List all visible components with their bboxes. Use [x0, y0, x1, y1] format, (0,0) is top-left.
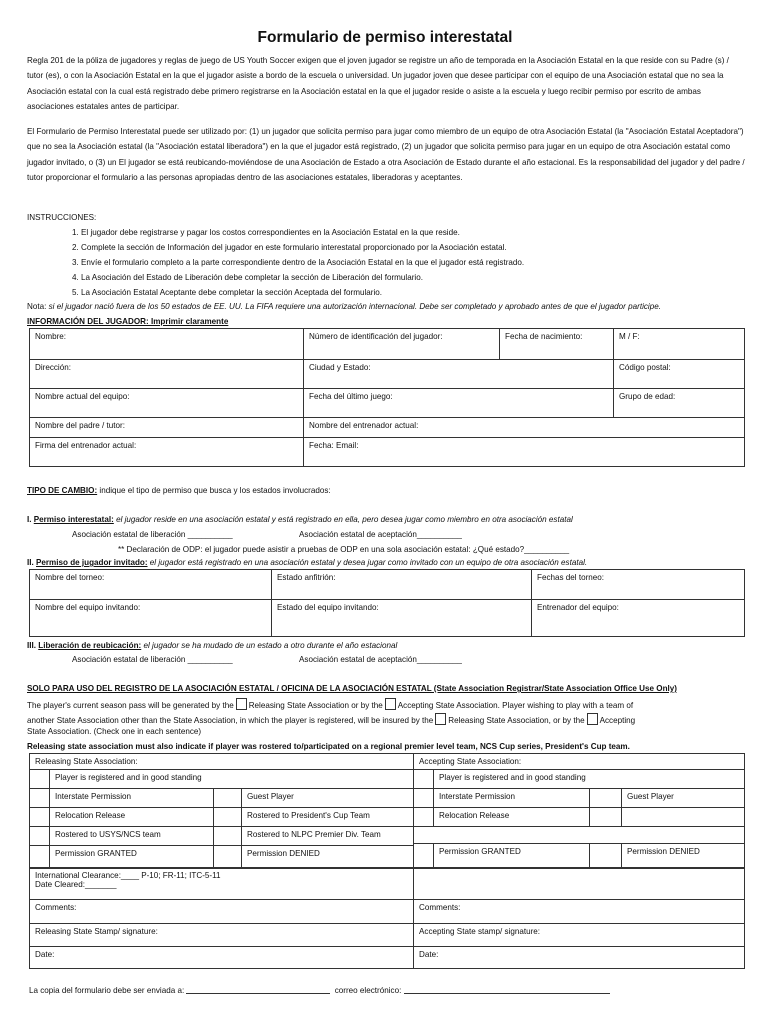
player-id-field[interactable]: Número de identificación del jugador: [304, 329, 500, 360]
player-info-table [29, 328, 745, 467]
releasing-presidents-cup-label: Rostered to President's Cup Team [242, 808, 414, 827]
releasing-relocation-checkbox[interactable] [30, 808, 50, 827]
s1-releasing-association-field[interactable]: Asociación estatal de liberación __________ [72, 530, 233, 539]
city-state-field[interactable]: Ciudad y Estado: [304, 360, 614, 389]
releasing-nlpc-checkbox[interactable] [214, 827, 242, 846]
change-type-heading [27, 486, 331, 495]
section-3-title: Liberación de reubicación: [38, 641, 142, 650]
office-use-heading: SOLO PARA USO DEL REGISTRO DE LA ASOCIACIÓN ESTATAL / OFICINA DE LA ASOCIACIÓN ESTATAL (State Association Registrar/State Association Office Use Only) [27, 684, 677, 693]
note-label: Nota: [27, 302, 47, 311]
releasing-checkbox-2[interactable] [435, 713, 446, 725]
international-clearance-field[interactable] [30, 868, 414, 900]
accepting-decision-row [414, 844, 745, 869]
footer-line [29, 985, 610, 995]
note-text: si el jugador nació fuera de los 50 estados de EE. UU. La FIFA requiere una autorización internacional. Debe ser completado y aprobado antes de que el jugador participe. [48, 302, 661, 311]
player-info-row [30, 360, 745, 389]
releasing-nlpc-label: Rostered to NLPC Premier Div. Team [242, 827, 414, 846]
season-pass-sentence [27, 698, 633, 710]
accepting-date-field[interactable]: Date: [414, 947, 745, 969]
last-game-date-field[interactable]: Fecha del último juego: [304, 389, 614, 418]
instruction-item-1: 1. El jugador debe registrarse y pagar los costos correspondientes en la Asociación Estatal en la que reside. [72, 228, 460, 237]
intro-paragraph-2: El Formulario de Permiso Interestatal puede ser utilizado por: (1) un jugador que solicita permiso para jugar como miembro de un equipo de otra Asociación Estatal (la "Asociación Estatal Aceptadora") que no sea la Asociación estatal (la "Asociación estatal liberadora") en la que el jugador está registrado, (2) un jugador que solicita permiso para jugar en un equipo de otra Asociación estatal como jugador invitado, o (3) un El jugador se está reubicando-moviéndose de una Asociación de Estado a otra Asociación de Estado durante el año estacional. Es la responsabilidad del jugador y del padre / tutor proporcionar el formulario a las personas apropiadas dentro de las asociaciones estatales, liberadoras y aceptantes. [27, 127, 745, 182]
postal-code-field[interactable]: Código postal: [614, 360, 745, 389]
accepting-guest-label: Guest Player [622, 789, 745, 808]
age-group-field[interactable]: Grupo de edad: [614, 389, 745, 418]
date-row [30, 947, 745, 969]
accepting-good-standing-label: Player is registered and in good standing [434, 770, 745, 789]
instruction-item-4: 4. La Asociación del Estado de Liberación debe completar la sección de Liberación del formulario. [72, 273, 423, 282]
guest-player-table [29, 569, 745, 637]
player-info-row [30, 389, 745, 418]
releasing-interstate-label: Interstate Permission [50, 789, 214, 808]
international-note [27, 302, 661, 311]
office-row [30, 754, 745, 770]
clearance-row [30, 868, 745, 900]
office-row [30, 770, 745, 789]
section-2-title: Permiso de jugador invitado: [36, 558, 148, 567]
stamp-row [30, 924, 745, 947]
guest-player-row [30, 600, 745, 637]
office-row [30, 808, 745, 827]
accepting-state-header: Accepting State Association: [414, 754, 745, 770]
releasing-granted-checkbox[interactable] [30, 846, 50, 869]
releasing-checkbox-1[interactable] [236, 698, 247, 710]
s1-accepting-association-field[interactable]: Asociación estatal de aceptación__________ [299, 530, 462, 539]
releasing-denied-label: Permission DENIED [242, 846, 414, 869]
releasing-guest-checkbox[interactable] [214, 789, 242, 808]
page-title: Formulario de permiso interestatal [257, 29, 513, 46]
releasing-good-standing-label: Player is registered and in good standing [50, 770, 414, 789]
releasing-comments-field[interactable]: Comments: [30, 900, 414, 924]
releasing-relocation-label: Relocation Release [50, 808, 214, 827]
releasing-usys-checkbox[interactable] [30, 827, 50, 846]
s3-releasing-association-field[interactable]: Asociación estatal de liberación __________ [72, 655, 233, 664]
odp-statement[interactable]: ** Declaración de ODP: el jugador puede asistir a pruebas de ODP en una sola asociación estatal: ¿Qué estado?__________ [118, 545, 570, 554]
instruction-item-2: 2. Complete la sección de Información del jugador en este formulario interestatal proporcionado por la Asociación estatal. [72, 243, 507, 252]
accepting-good-standing-checkbox[interactable] [414, 770, 434, 789]
gender-field[interactable]: M / F: [614, 329, 745, 360]
email-field[interactable] [404, 985, 610, 994]
check-one-note: State Association. (Check one in each sentence) [27, 727, 202, 736]
email-label: correo electrónico: [334, 986, 402, 995]
releasing-state-header: Releasing State Association: [30, 754, 414, 770]
accepting-interstate-checkbox[interactable] [414, 789, 434, 808]
section-1-number: I. [27, 515, 34, 524]
accepting-clearance-blank[interactable] [414, 868, 745, 900]
instructions-heading: INSTRUCCIONES: [27, 213, 97, 222]
instruction-item-5: 5. La Asociación Estatal Aceptante debe completar la sección Aceptada del formulario. [72, 288, 382, 297]
tournament-dates-field[interactable]: Fechas del torneo: [532, 570, 745, 600]
releasing-option-label-2: Releasing State Association, or by the [448, 716, 585, 725]
relocation-release-section [27, 641, 397, 650]
releasing-option-label: Releasing State Association or by the [248, 701, 383, 710]
parent-name-field[interactable]: Nombre del padre / tutor: [30, 418, 304, 438]
international-clearance-label: International Clearance:____ P-10; FR-11; ITC-5-11 [35, 871, 221, 880]
coach-signature-field[interactable]: Firma del entrenador actual: [30, 438, 304, 467]
s3-accepting-association-field[interactable]: Asociación estatal de aceptación__________ [299, 655, 462, 664]
insurance-sentence [27, 713, 635, 725]
accepting-relocation-label: Relocation Release [434, 808, 590, 827]
intro-paragraph-1: Regla 201 de la póliza de jugadores y reglas de juego de US Youth Soccer exigen que el joven jugador se registre un año de temporada en la Asociación Estatal en la que reside con su Padre (s) / tutor (es), o con la Asociación Estatal en la que el jugador asiste a bordo de la escuela o universidad. Un jugador joven que desee participar con el equipo de una Asociación estatal que no sea la Asociación estatal con la cual está registrado debe primero registrarse en la Asociación estatal en la que el jugador reside o asiste a la escuela y luego recibir permiso por escrito de ambas asociaciones estatales antes de participar. [27, 56, 729, 111]
current-team-field[interactable]: Nombre actual del equipo: [30, 389, 304, 418]
date-cleared-label: Date Cleared:_______ [35, 880, 117, 889]
section-3-number: III. [27, 641, 39, 650]
releasing-granted-label: Permission GRANTED [50, 846, 214, 869]
section-3-description: el jugador se ha mudado de un estado a otro durante el año estacional [141, 641, 398, 650]
releasing-good-standing-checkbox[interactable] [30, 770, 50, 789]
section-1-description: el jugador reside en una asociación estatal y está registrado en ella, pero desea jugar como miembro en otra asociación estatal [113, 515, 573, 524]
player-info-row [30, 418, 745, 438]
name-field[interactable]: Nombre: [30, 329, 304, 360]
accepting-checkbox-1[interactable] [385, 698, 396, 710]
releasing-presidents-cup-checkbox[interactable] [214, 808, 242, 827]
accepting-empty-cell [622, 808, 745, 827]
office-row [30, 789, 745, 808]
accepting-empty-checkbox[interactable] [590, 808, 622, 827]
accepting-comments-field[interactable]: Comments: [414, 900, 745, 924]
insurance-text: another State Association other than the State Association, in which the player is registered, will be insured by the [27, 716, 434, 725]
accepting-decision-table [413, 843, 745, 869]
address-field[interactable]: Dirección: [30, 360, 304, 389]
host-state-field[interactable]: Estado anfitrión: [272, 570, 532, 600]
season-pass-text: The player's current season pass will be generated by the [27, 701, 234, 710]
accepting-stamp-field[interactable]: Accepting State stamp/ signature: [414, 924, 745, 947]
birth-date-field[interactable]: Fecha de nacimiento: [500, 329, 614, 360]
tournament-name-field[interactable]: Nombre del torneo: [30, 570, 272, 600]
team-coach-field[interactable]: Entrenador del equipo: [532, 600, 745, 637]
guest-player-row [30, 570, 745, 600]
inviting-team-field[interactable]: Nombre del equipo invitando: [30, 600, 272, 637]
date-email-field[interactable]: Fecha: Email: [304, 438, 745, 467]
releasing-interstate-checkbox[interactable] [30, 789, 50, 808]
releasing-date-field[interactable]: Date: [30, 947, 414, 969]
interstate-permission-section [27, 515, 573, 524]
releasing-usys-label: Rostered to USYS/NCS team [50, 827, 214, 846]
change-type-label: TIPO DE CAMBIO: [27, 486, 98, 495]
accepting-denied-checkbox[interactable] [590, 844, 622, 869]
section-2-description: el jugador está registrado en una asociación estatal y desea jugar como invitado con un equipo de otra asociación estatal. [147, 558, 588, 567]
current-coach-field[interactable]: Nombre del entrenador actual: [304, 418, 745, 438]
accepting-granted-checkbox[interactable] [414, 844, 434, 869]
accepting-checkbox-2[interactable] [587, 713, 598, 725]
player-info-row [30, 329, 745, 360]
accepting-relocation-checkbox[interactable] [414, 808, 434, 827]
copy-recipient-field[interactable] [186, 985, 330, 994]
releasing-rostered-note: Releasing state association must also indicate if player was rostered to/participated on a regional premier level team, NCS Cup series, President's Cup team. [27, 742, 630, 751]
copy-sent-to-label: La copia del formulario debe ser enviada a: [29, 986, 185, 995]
instruction-item-3: 3. Envíe el formulario completo a la parte correspondiente dentro de la Asociación Estatal en la que el jugador está registrado. [72, 258, 525, 267]
player-info-row [30, 438, 745, 467]
comments-row [30, 900, 745, 924]
releasing-guest-label: Guest Player [242, 789, 414, 808]
player-info-heading: INFORMACIÓN DEL JUGADOR: Imprimir claramente [27, 317, 229, 326]
accepting-option-label-2: Accepting [599, 716, 636, 725]
accepting-option-label: Accepting State Association. Player wishing to play with a team of [397, 701, 634, 710]
accepting-guest-checkbox[interactable] [590, 789, 622, 808]
guest-player-section [27, 558, 587, 567]
accepting-interstate-label: Interstate Permission [434, 789, 590, 808]
section-1-title: Permiso interestatal: [33, 515, 114, 524]
section-2-number: II. [27, 558, 36, 567]
change-type-instructions: indique el tipo de permiso que busca y los estados involucrados: [97, 486, 331, 495]
releasing-stamp-field[interactable]: Releasing State Stamp/ signature: [30, 924, 414, 947]
accepting-denied-label: Permission DENIED [622, 844, 745, 869]
accepting-granted-label: Permission GRANTED [434, 844, 590, 869]
releasing-denied-checkbox[interactable] [214, 846, 242, 869]
inviting-team-state-field[interactable]: Estado del equipo invitando: [272, 600, 532, 637]
office-signature-table [29, 867, 745, 969]
